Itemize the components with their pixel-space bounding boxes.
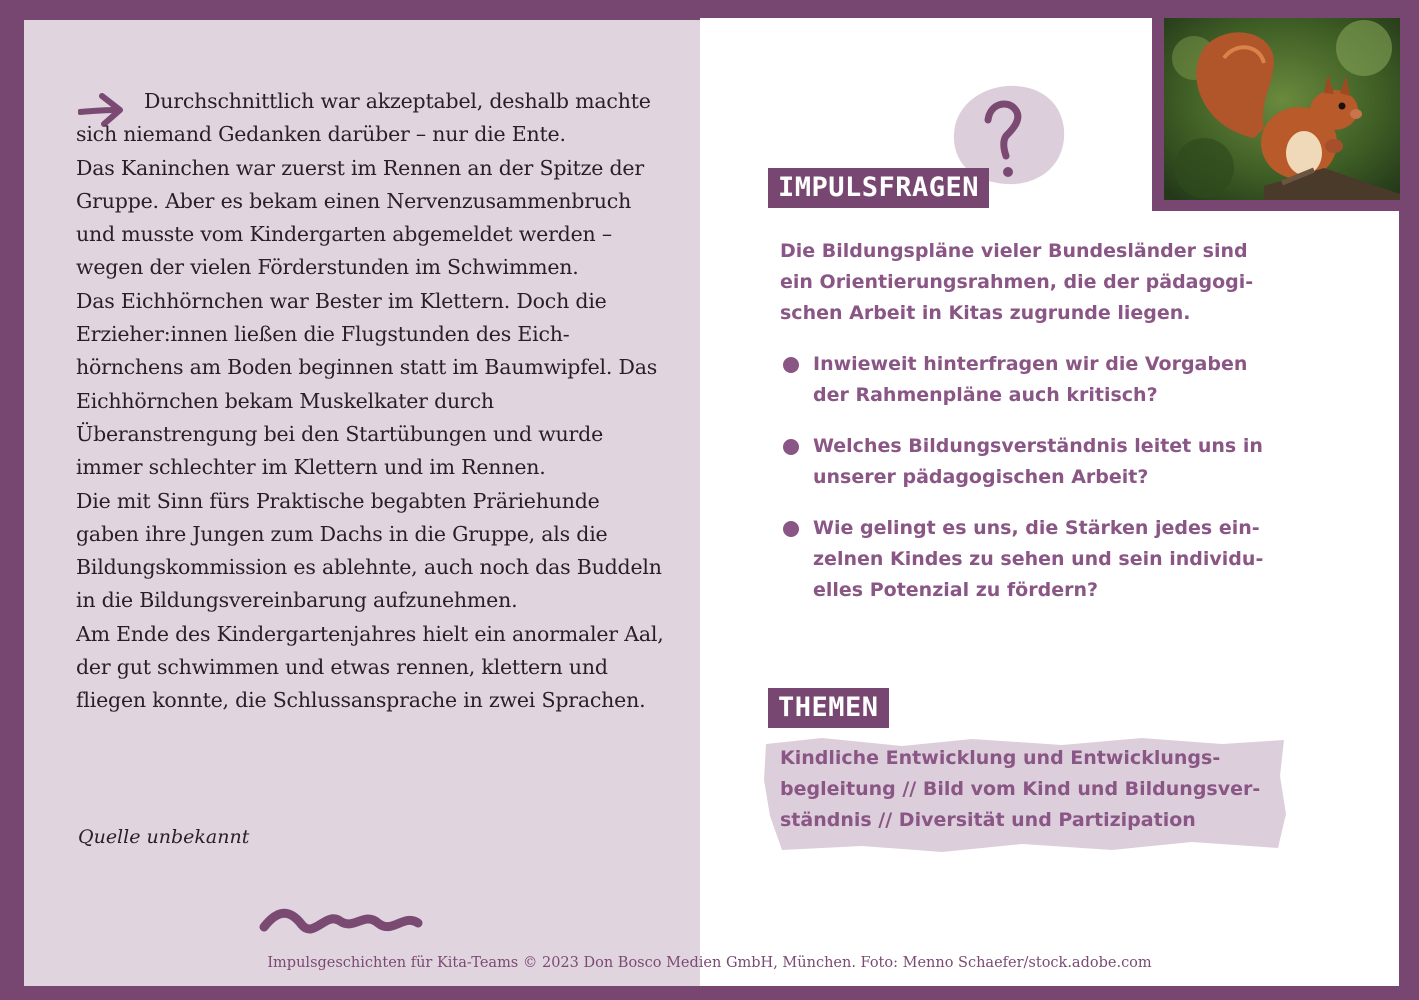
squirrel-photo <box>1164 18 1400 200</box>
story-text <box>76 85 666 718</box>
question-text: Welches Bildungsverständnis leitet uns in unserer pädagogischen Arbeit? <box>813 435 1263 488</box>
question-text: Wie gelingt es uns, die Stärken jedes einzelnen Kindes zu sehen und sein individuelles Potenzial zu fördern? <box>813 517 1264 601</box>
bullet-icon <box>783 439 799 455</box>
story-paragraph: Die mit Sinn fürs Praktische begabten Präriehunde gaben ihre Jungen zum Dachs in die Gruppe, als die Bildungskommission es ablehnte, auch noch das Buddeln in die Bildungsvereinbarung aufzunehmen. <box>76 488 662 613</box>
themen-heading: THEMEN <box>768 688 889 728</box>
question-text: Inwieweit hinterfragen wir die Vorgaben der Rahmenpläne auch kritisch? <box>813 353 1248 406</box>
list-item <box>780 431 1280 493</box>
impulsfragen-heading: IMPULSFRAGEN <box>768 168 989 208</box>
impulse-intro: Die Bildungspläne vieler Bundesländer sind ein Orientierungsrahmen, die der pädagogischen Arbeit in Kitas zugrunde liegen. <box>780 240 1254 324</box>
story-paragraph: Das Eichhörnchen war Bester im Klettern. Doch die Erzieher:innen ließen die Flugstunden des Eichhörnchens am Boden beginnen statt im Baumwipfel. Das Eichhörnchen bekam Muskelkater durch Überanstrengung bei den Startübungen und wurde immer schlechter im Klettern und im Rennen. <box>76 288 658 480</box>
impulse-question-list <box>780 349 1280 626</box>
bullet-icon <box>783 357 799 373</box>
list-item <box>780 513 1280 606</box>
footer-copyright: Impulsgeschichten für Kita-Teams © 2023 Don Bosco Medien GmbH, München. Foto: Menno Schaefer/stock.adobe.com <box>267 955 1152 971</box>
list-item <box>780 349 1280 411</box>
bullet-icon <box>783 521 799 537</box>
story-source: Quelle unbekannt <box>78 826 250 848</box>
story-paragraph: Durchschnittlich war akzeptabel, deshalb machte sich niemand Gedanken darüber – nur die Ente. <box>76 89 651 147</box>
themes-text: Kindliche Entwicklung und Entwicklungsbegleitung // Bild vom Kind und Bildungsverständnis // Diversität und Partizipation <box>780 747 1261 831</box>
wave-decoration-icon <box>258 905 423 941</box>
story-paragraph: Das Kaninchen war zuerst im Rennen an der Spitze der Gruppe. Aber es bekam einen Nervenzusammenbruch und musste vom Kindergarten abgemeldet werden – wegen der vielen Förderstunden im Schwimmen. <box>76 155 644 280</box>
story-paragraph: Am Ende des Kindergartenjahres hielt ein anormaler Aal, der gut schwimmen und etwas rennen, klettern und fliegen konnte, die Schlussansprache in zwei Sprachen. <box>76 621 664 713</box>
